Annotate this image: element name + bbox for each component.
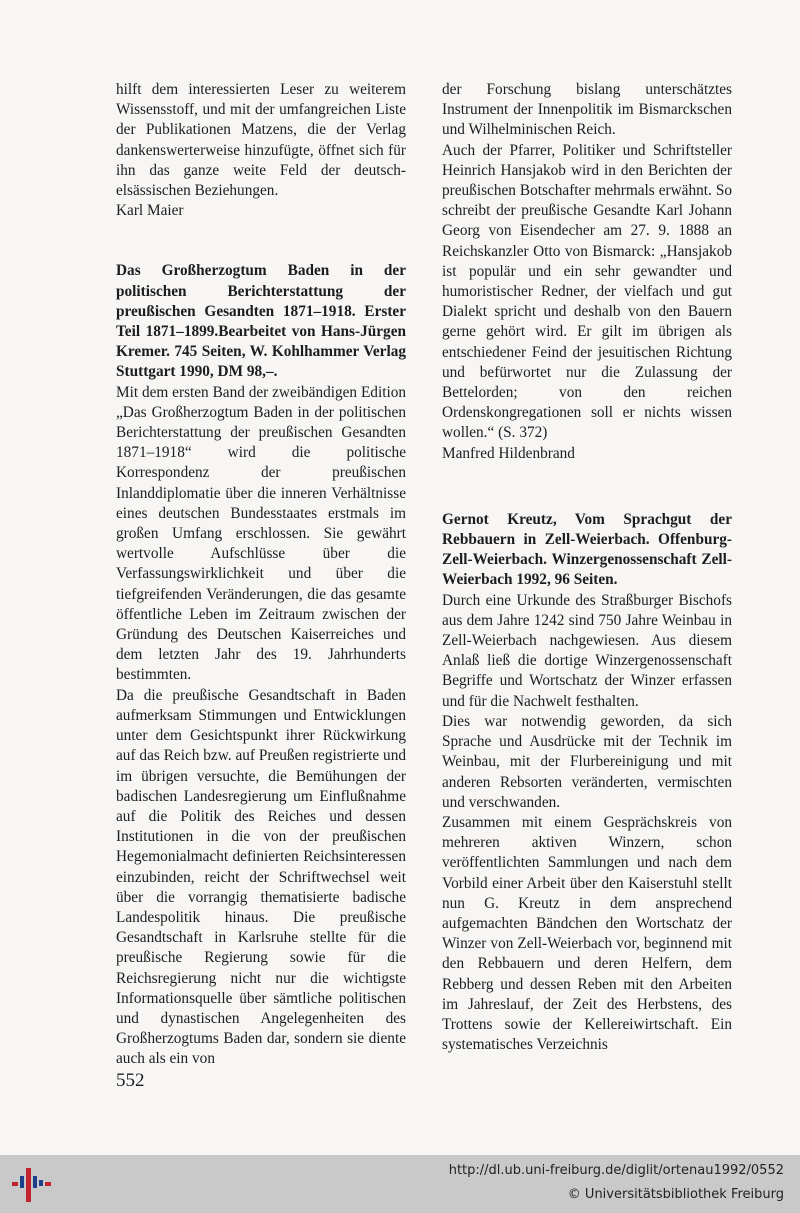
copyright-notice: © Universitätsbibliothek Freiburg: [567, 1187, 784, 1202]
review-paragraph: der Forschung bislang unterschätztes Instrument der Innenpolitik im Bismarckschen und Wilhelminischen Reich.: [442, 81, 732, 139]
review-title: Das Großherzogtum Baden in der politischen Berichterstattung der preußischen Gesandten 1871–1918. Erster Teil 1871–1899.Bearbeitet von Hans-Jürgen Kremer. 745 Seiten, W. Kohlhammer Verlag Stuttgart 1990, DM 98,–.: [116, 262, 406, 381]
review-paragraph: Durch eine Urkunde des Straßburger Bischofs aus dem Jahre 1242 sind 750 Jahre Weinbau in Zell-Weierbach nachgewiesen. Aus diesem Anlaß ließ die dortige Winzergenossenschaft Begriffe und Wortschatz der Winzer erfassen und für die Nachwelt festhalten.: [442, 591, 732, 710]
review-paragraph: Zusammen mit einem Gesprächskreis von mehreren aktiven Winzern, schon veröffentlichten Sammlungen und nach dem Vorbild einer Arbeit über den Kaiserstuhl stellt nun G. Kreutz in dem ansprechend aufgemachten Bändchen den Wortschatz der Winzer von Zell-Weierbach vor, beginnend mit den Rebbauern und deren Helfern, dem Rebberg und dessen Reben mit den Arbeiten im Jahreslauf, der Zeit des Herbstens, des Trottens sowie der Kellereiwirtschaft. Ein systematisches Verzeichnis: [442, 813, 732, 1054]
ub-freiburg-logo-icon: [10, 1162, 54, 1206]
review-paragraph: Mit dem ersten Band der zweibändigen Edition „Das Großherzogtum Baden in der politischen Berichterstattung der preußischen Gesandten 1871–1918“ wird die politische Korrespondenz der preußischen Inlanddiplomatie über die inneren Verhältnisse eines deutschen Bundesstaates erstmals im großen Umfang erschlossen. Sie gewährt wertvolle Aufschlüsse über die Verfassungswirklichkeit und über die tiefgreifenden Veränderungen, die das gesamte öffentliche Leben im Zeitraum zwischen der Gründung des Deutschen Kaiserreiches und dem letzten Jahr des 19. Jahrhunderts bestimmten.: [116, 383, 406, 684]
page-number: 552: [116, 1070, 145, 1091]
source-url[interactable]: http://dl.ub.uni-freiburg.de/diglit/ortenau1992/0552: [448, 1163, 784, 1178]
review-paragraph: Auch der Pfarrer, Politiker und Schriftsteller Heinrich Hansjakob wird in den Berichten der preußischen Botschafter mehrmals erwähnt. So schreibt der preußische Gesandte Karl Johann Georg von Eisendecher am 27. 9. 1888 an Reichskanzler Otto von Bismarck: „Hansjakob ist populär und ein sehr gewandter und humoristischer Redner, der vielfach und gut Dialekt spricht und deshalb von den Bauern gerne gehört wird. Er gilt im übrigen als entschiedener Feind der jesuitischen Richtung und befürwortet nur die Zulassung der Bettelorden; von den reichen Ordenskongregationen soll er nichts wissen wollen.“ (S. 372): [442, 141, 732, 442]
review-paragraph: Dies war notwendig geworden, da sich Sprache und Ausdrücke mit der Technik im Weinbau, mit der Flurbereinigung und mit anderen Rebsorten veränderten, vermischten und verschwanden.: [442, 712, 732, 811]
right-column: [442, 80, 732, 1055]
reviewer-signature: Manfred Hildenbrand: [442, 444, 575, 462]
footer-bar: [0, 1155, 800, 1213]
review-title: Gernot Kreutz, Vom Sprachgut der Rebbauern in Zell-Weierbach. Offenburg-Zell-Weierbach. Winzergenossenschaft Zell-Weierbach 1992, 96 Seiten.: [442, 510, 732, 589]
intro-paragraph: hilft dem interessierten Leser zu weiterem Wissensstoff, und mit der umfangreichen Liste der Publikationen Matzens, die der Verlag dankenswerterweise hinzufügte, öffnet sich für ihn das ganze weite Feld der deutsch-elsässischen Beziehungen.: [116, 81, 406, 200]
reviewer-signature: Karl Maier: [116, 202, 184, 220]
left-column: [116, 80, 406, 1070]
review-paragraph: Da die preußische Gesandtschaft in Baden aufmerksam Stimmungen und Entwicklungen unter dem Gesichtspunkt ihrer Rückwirkung auf das Reich bzw. auf Preußen registrierte und im übrigen versuchte, die Bemühungen der badischen Landesregierung um Einflußnahme auf die Politik des Reiches und dessen Institutionen in die von der preußischen Hegemonialmacht definierten Reichsinteressen einzubinden, reicht der Schriftwechsel weit über die vorrangig thematisierte badische Landespolitik hinaus. Die preußische Gesandtschaft in Karlsruhe stellte für die preußische Regierung sowie für die Reichsregierung nicht nur die wichtigste Informationsquelle über sämtliche politischen und dynastischen Angelegenheiten des Großherzogtums Baden dar, sondern sie diente auch als ein von: [116, 686, 406, 1068]
